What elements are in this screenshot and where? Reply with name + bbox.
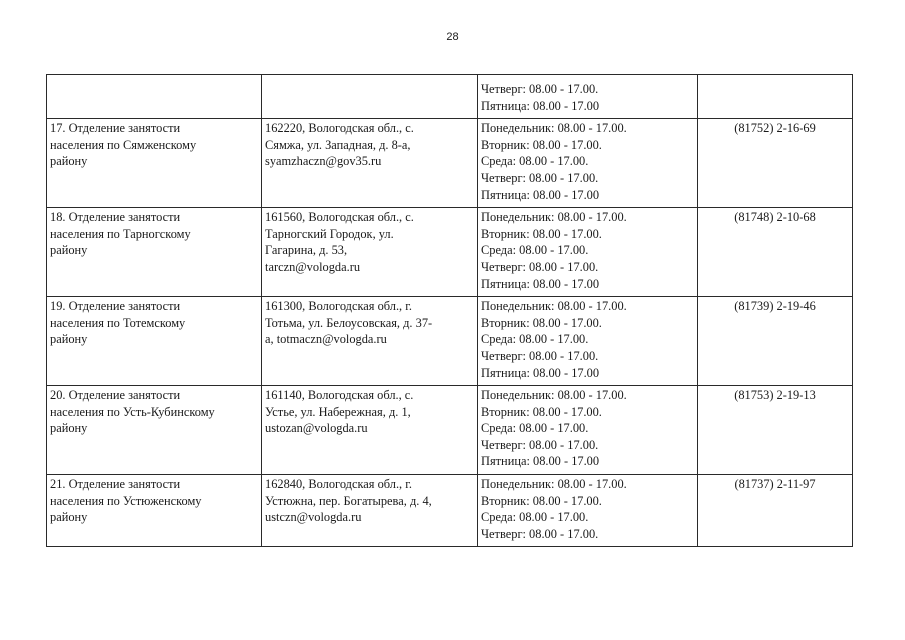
office-name-line: району [50, 510, 88, 525]
office-name-cell [47, 75, 262, 119]
hours-line: Вторник: 08.00 - 17.00. [481, 315, 602, 330]
phone-number: (81739) 2-19-46 [734, 299, 816, 314]
address-line: Устюжна, пер. Богатырева, д. 4, [265, 493, 432, 508]
table-row [47, 297, 853, 386]
hours-line: Вторник: 08.00 - 17.00. [481, 404, 602, 419]
office-name-cell [47, 386, 262, 475]
email-line: ustczn@vologda.ru [265, 510, 362, 525]
hours-cell [478, 475, 698, 547]
table-row [47, 208, 853, 297]
office-name-line: району [50, 243, 88, 258]
hours-cell [478, 386, 698, 475]
office-name-cell [47, 208, 262, 297]
hours-line: Пятница: 08.00 - 17.00 [481, 365, 600, 380]
address-cell [262, 119, 478, 208]
table-row [47, 119, 853, 208]
table-body [47, 75, 853, 547]
address-line: Тарногский Городок, ул. [265, 226, 394, 241]
email-line: а, totmaczn@vologda.ru [265, 332, 387, 347]
address-line: Тотьма, ул. Белоусовская, д. 37- [265, 315, 433, 330]
hours-line: Понедельник: 08.00 - 17.00. [481, 299, 627, 314]
office-name-line: 21. Отделение занятости [50, 477, 181, 492]
hours-line: Среда: 08.00 - 17.00. [481, 332, 589, 347]
hours-line: Четверг: 08.00 - 17.00. [481, 170, 599, 185]
address-line: 161300, Вологодская обл., г. [265, 299, 413, 314]
office-name-cell [47, 119, 262, 208]
phone-number: (81752) 2-16-69 [734, 121, 816, 136]
hours-line: Понедельник: 08.00 - 17.00. [481, 210, 627, 225]
address-cell [262, 475, 478, 547]
hours-line: Четверг: 08.00 - 17.00. [481, 526, 599, 541]
hours-line: Пятница: 08.00 - 17.00 [481, 276, 600, 291]
page-number: 28 [446, 31, 459, 43]
hours-line: Пятница: 08.00 - 17.00 [481, 187, 600, 202]
hours-line: Четверг: 08.00 - 17.00. [481, 348, 599, 363]
phone-cell [698, 75, 853, 119]
hours-line: Вторник: 08.00 - 17.00. [481, 226, 602, 241]
phone-cell [698, 386, 853, 475]
hours-line: Четверг: 08.00 - 17.00. [481, 259, 599, 274]
address-cell [262, 208, 478, 297]
address-line: Гагарина, д. 53, [265, 243, 348, 258]
office-name-line: населения по Тарногскому [50, 226, 191, 241]
email-line: ustozan@vologda.ru [265, 421, 368, 436]
address-line: Сямжа, ул. Западная, д. 8-а, [265, 137, 411, 152]
hours-line: Понедельник: 08.00 - 17.00. [481, 477, 627, 492]
phone-cell [698, 475, 853, 547]
hours-line: Пятница: 08.00 - 17.00 [481, 454, 600, 469]
office-name-line: 17. Отделение занятости [50, 121, 181, 136]
employment-offices-table [46, 74, 853, 547]
phone-cell [698, 119, 853, 208]
office-name-cell [47, 297, 262, 386]
hours-line: Вторник: 08.00 - 17.00. [481, 137, 602, 152]
hours-cell [478, 75, 698, 119]
hours-line: Среда: 08.00 - 17.00. [481, 421, 589, 436]
table-row [47, 475, 853, 547]
hours-cell [478, 208, 698, 297]
office-name-line: 20. Отделение занятости [50, 388, 181, 403]
phone-number: (81737) 2-11-97 [734, 477, 816, 492]
hours-cell [478, 297, 698, 386]
continuation-row [47, 75, 853, 119]
office-name-line: 19. Отделение занятости [50, 299, 181, 314]
phone-cell [698, 297, 853, 386]
address-cell [262, 297, 478, 386]
hours-line: Понедельник: 08.00 - 17.00. [481, 121, 627, 136]
hours-line: Среда: 08.00 - 17.00. [481, 243, 589, 258]
office-name-cell [47, 475, 262, 547]
office-name-line: населения по Усть-Кубинскому [50, 404, 215, 419]
office-name-line: району [50, 154, 88, 169]
hours-line: Среда: 08.00 - 17.00. [481, 154, 589, 169]
address-line: 162220, Вологодская обл., с. [265, 121, 414, 136]
address-line: 161560, Вологодская обл., с. [265, 210, 414, 225]
hours-line: Четверг: 08.00 - 17.00. [481, 82, 599, 96]
hours-line: Понедельник: 08.00 - 17.00. [481, 388, 627, 403]
office-name-line: району [50, 332, 88, 347]
phone-cell [698, 208, 853, 297]
address-line: Устье, ул. Набережная, д. 1, [265, 404, 411, 419]
table-row [47, 386, 853, 475]
phone-number: (81753) 2-19-13 [734, 388, 816, 403]
email-line: tarczn@vologda.ru [265, 259, 361, 274]
hours-line: Пятница: 08.00 - 17.00 [481, 98, 600, 113]
address-line: 161140, Вологодская обл., с. [265, 388, 414, 403]
hours-line: Четверг: 08.00 - 17.00. [481, 437, 599, 452]
office-name-line: населения по Сямженскому [50, 137, 197, 152]
hours-cell [478, 119, 698, 208]
address-cell [262, 386, 478, 475]
email-line: syamzhaczn@gov35.ru [265, 154, 382, 169]
hours-line: Вторник: 08.00 - 17.00. [481, 493, 602, 508]
office-name-line: 18. Отделение занятости [50, 210, 181, 225]
office-name-line: населения по Тотемскому [50, 315, 186, 330]
address-cell [262, 75, 478, 119]
office-name-line: району [50, 421, 88, 436]
address-line: 162840, Вологодская обл., г. [265, 477, 413, 492]
hours-line: Среда: 08.00 - 17.00. [481, 510, 589, 525]
office-name-line: населения по Устюженскому [50, 493, 202, 508]
phone-number: (81748) 2-10-68 [734, 210, 816, 225]
